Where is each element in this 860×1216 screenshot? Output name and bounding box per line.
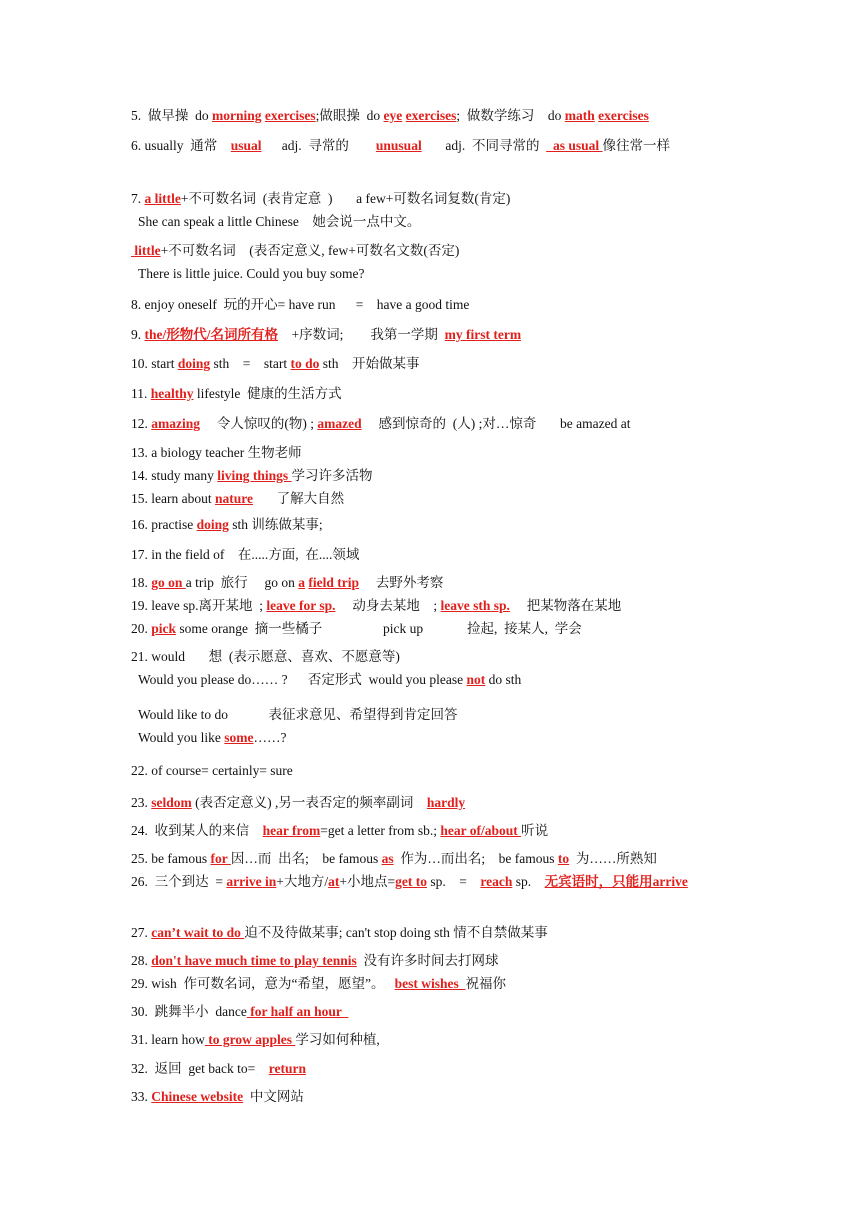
line-text: 18. xyxy=(131,575,152,590)
line-text: ; 做数学练习 do xyxy=(456,108,565,123)
line-text: 学习许多活物 xyxy=(291,468,373,483)
answer-key: as usual xyxy=(546,138,603,153)
line-text: 33. xyxy=(131,1089,152,1104)
line-text: 25. be famous xyxy=(131,851,211,866)
note-line-7 xyxy=(131,190,510,208)
line-text: sth 开始做某事 xyxy=(319,356,420,371)
answer-key: can’t wait to do xyxy=(151,925,245,940)
line-text: sp. = xyxy=(426,874,481,889)
note-line-30 xyxy=(131,1003,348,1021)
line-text: 9. xyxy=(131,327,145,342)
answer-key: healthy xyxy=(150,386,194,401)
answer-key: to xyxy=(557,851,570,866)
answer-key: field trip xyxy=(308,575,360,590)
answer-key: usual xyxy=(230,138,262,153)
answer-key: math xyxy=(564,108,595,123)
answer-key: as xyxy=(381,851,394,866)
answer-key: morning xyxy=(212,108,262,123)
note-line-7b xyxy=(131,242,459,260)
note-line-7b-example xyxy=(138,265,364,283)
line-text: 祝福你 xyxy=(465,976,507,991)
line-text: some orange 摘一些橘子 pick up 捡起, 接某人, 学会 xyxy=(176,621,582,636)
line-text: 没有许多时间去打网球 xyxy=(356,953,499,968)
line-text: 听说 xyxy=(521,823,549,838)
line-text: 24. 收到某人的来信 xyxy=(131,823,263,838)
note-line-13 xyxy=(131,444,302,462)
answer-key: hardly xyxy=(426,795,466,810)
note-line-27 xyxy=(131,924,548,942)
line-text: 为……所熟知 xyxy=(569,851,657,866)
answer-key: some xyxy=(224,730,254,745)
line-text: 令人惊叹的(物) ; xyxy=(200,416,318,431)
line-text: adj. 寻常的 xyxy=(261,138,376,153)
line-text: 30. 跳舞半小 dance xyxy=(131,1004,247,1019)
answer-key: the/形物代/名词所有格 xyxy=(144,327,278,342)
line-text: do sth xyxy=(485,672,522,687)
note-line-10 xyxy=(131,355,420,373)
note-line-15 xyxy=(131,490,344,508)
note-line-28 xyxy=(131,952,499,970)
line-text: (表否定意义) ,另一表否定的频率副词 xyxy=(191,795,427,810)
note-line-29 xyxy=(131,975,506,993)
answer-key: a little xyxy=(144,191,181,206)
line-text: Would like to do 表征求意见、希望得到肯定回答 xyxy=(138,707,458,722)
note-line-31 xyxy=(131,1031,380,1049)
note-line-18 xyxy=(131,574,443,592)
answer-key: arrive in xyxy=(226,874,277,889)
answer-key: for half an hour xyxy=(246,1004,349,1019)
answer-key: not xyxy=(466,672,486,687)
answer-key: for xyxy=(210,851,231,866)
line-text: lifestyle 健康的生活方式 xyxy=(193,386,342,401)
line-text: =get a letter from sb.; xyxy=(320,823,441,838)
answer-key: 无宾语时，只能用arrive xyxy=(544,874,688,889)
answer-key: my first term xyxy=(444,327,522,342)
line-text: She can speak a little Chinese 她会说一点中文。 xyxy=(138,214,421,229)
answer-key: seldom xyxy=(151,795,192,810)
answer-key: doing xyxy=(196,517,229,532)
note-line-19 xyxy=(131,597,621,615)
line-text: 感到惊奇的 (人) ;对…惊奇 be amazed at xyxy=(361,416,631,431)
line-text: 26. 三个到达 = xyxy=(131,874,227,889)
answer-key: amazed xyxy=(317,416,362,431)
line-text: 7. xyxy=(131,191,145,206)
line-text: Would you please do…… ? 否定形式 would you please xyxy=(138,672,467,687)
line-text: ;做眼操 do xyxy=(315,108,384,123)
note-line-8 xyxy=(131,296,469,314)
note-line-6 xyxy=(131,137,731,155)
line-text: 学习如何种植, xyxy=(295,1032,380,1047)
note-line-14 xyxy=(131,467,373,485)
note-line-24 xyxy=(131,822,548,840)
answer-key: unusual xyxy=(375,138,422,153)
line-text: 10. start xyxy=(131,356,178,371)
answer-key: leave sth sp. xyxy=(440,598,510,613)
note-line-7-example xyxy=(138,213,420,231)
answer-key: nature xyxy=(214,491,253,506)
note-line-33 xyxy=(131,1088,304,1106)
line-text: 17. in the field of 在.....方面, 在....领域 xyxy=(131,547,360,562)
line-text: 12. xyxy=(131,416,152,431)
answer-key: hear from xyxy=(262,823,321,838)
line-text: 8. enjoy oneself 玩的开心= have run = have a good time xyxy=(131,297,470,312)
line-text: 21. would 想 (表示愿意、喜欢、不愿意等) xyxy=(131,649,400,664)
line-text: sp. xyxy=(512,874,545,889)
line-text: 像往常一样 xyxy=(602,138,670,153)
answer-key: to grow apples xyxy=(204,1032,296,1047)
answer-key: little xyxy=(131,243,161,258)
line-text: 19. leave sp.离开某地 ; xyxy=(131,598,267,613)
answer-key: exercises xyxy=(264,108,316,123)
line-text: +小地点= xyxy=(339,874,396,889)
note-line-21-negative xyxy=(138,671,521,689)
line-text: sth = start xyxy=(210,356,291,371)
line-text: +不可数名词 (表否定意义, few+可数名文数(否定) xyxy=(160,243,460,258)
line-text: 11. xyxy=(131,386,151,401)
note-line-9 xyxy=(131,326,521,344)
line-text: 因…而 出名; be famous xyxy=(230,851,382,866)
line-text: 把某物落在某地 xyxy=(509,598,622,613)
answer-key: leave for sp. xyxy=(266,598,336,613)
answer-key: doing xyxy=(177,356,211,371)
line-text: 32. 返回 get back to= xyxy=(131,1061,269,1076)
line-text: There is little juice. Could you buy some? xyxy=(138,266,365,281)
answer-key: to do xyxy=(290,356,320,371)
line-text: sth 训练做某事; xyxy=(228,517,323,532)
line-text: adj. 不同寻常的 xyxy=(421,138,547,153)
note-line-23 xyxy=(131,794,465,812)
note-line-21 xyxy=(131,648,400,666)
line-text: 迫不及待做某事; can't stop doing sth 情不自禁做某事 xyxy=(244,925,548,940)
line-text: 16. practise xyxy=(131,517,197,532)
note-line-22 xyxy=(131,762,293,780)
answer-key: best wishes xyxy=(394,976,466,991)
line-text: +大地方/ xyxy=(276,874,329,889)
note-line-11 xyxy=(131,385,342,403)
line-text: 31. learn how xyxy=(131,1032,205,1047)
line-text: 6. usually 通常 xyxy=(131,138,231,153)
line-text: 去野外考察 xyxy=(359,575,444,590)
answer-key: exercises xyxy=(598,108,649,123)
note-line-25 xyxy=(131,850,657,868)
note-line-21-would-like xyxy=(138,706,458,724)
note-line-17 xyxy=(131,546,359,564)
answer-key: living things xyxy=(217,468,292,483)
line-text: 22. of course= certainly= sure xyxy=(131,763,293,778)
answer-key: hear of/about xyxy=(440,823,522,838)
line-text: 中文网站 xyxy=(243,1089,304,1104)
line-text: Would you like xyxy=(138,730,225,745)
line-text: +不可数名词 (表肯定意 ) a few+可数名词复数(肯定) xyxy=(180,191,511,206)
line-text: 23. xyxy=(131,795,152,810)
line-text: 5. 做早操 do xyxy=(131,108,212,123)
note-line-5 xyxy=(131,107,649,125)
answer-key: get to xyxy=(395,874,427,889)
note-line-20 xyxy=(131,620,582,638)
line-text: 20. xyxy=(131,621,152,636)
answer-key: Chinese website xyxy=(151,1089,244,1104)
note-line-32 xyxy=(131,1060,306,1078)
answer-key: pick xyxy=(151,621,177,636)
line-text: 29. wish 作可数名词，意为“希望，愿望”。 xyxy=(131,976,395,991)
line-text: 28. xyxy=(131,953,152,968)
answer-key: amazing xyxy=(151,416,200,431)
answer-key: return xyxy=(268,1061,306,1076)
line-text: 15. learn about xyxy=(131,491,215,506)
note-line-21-some xyxy=(138,729,287,747)
line-text: 27. xyxy=(131,925,152,940)
answer-key: at xyxy=(328,874,340,889)
note-line-16 xyxy=(131,516,323,534)
note-line-26 xyxy=(131,873,731,891)
line-text: 了解大自然 xyxy=(253,491,345,506)
answer-key: don't have much time to play tennis xyxy=(151,953,357,968)
note-line-12 xyxy=(131,415,630,433)
answer-key: reach xyxy=(480,874,513,889)
line-text: ……? xyxy=(253,730,287,745)
answer-key: a xyxy=(298,575,306,590)
answer-key: go on xyxy=(151,575,186,590)
line-text: 14. study many xyxy=(131,468,218,483)
line-text: 作为…而出名; be famous xyxy=(393,851,558,866)
answer-key: eye xyxy=(383,108,403,123)
line-text: 动身去某地 ; xyxy=(335,598,441,613)
line-text: 13. a biology teacher 生物老师 xyxy=(131,445,302,460)
answer-key: exercises xyxy=(405,108,457,123)
line-text: +序数词; 我第一学期 xyxy=(278,327,445,342)
line-text: a trip 旅行 go on xyxy=(185,575,299,590)
